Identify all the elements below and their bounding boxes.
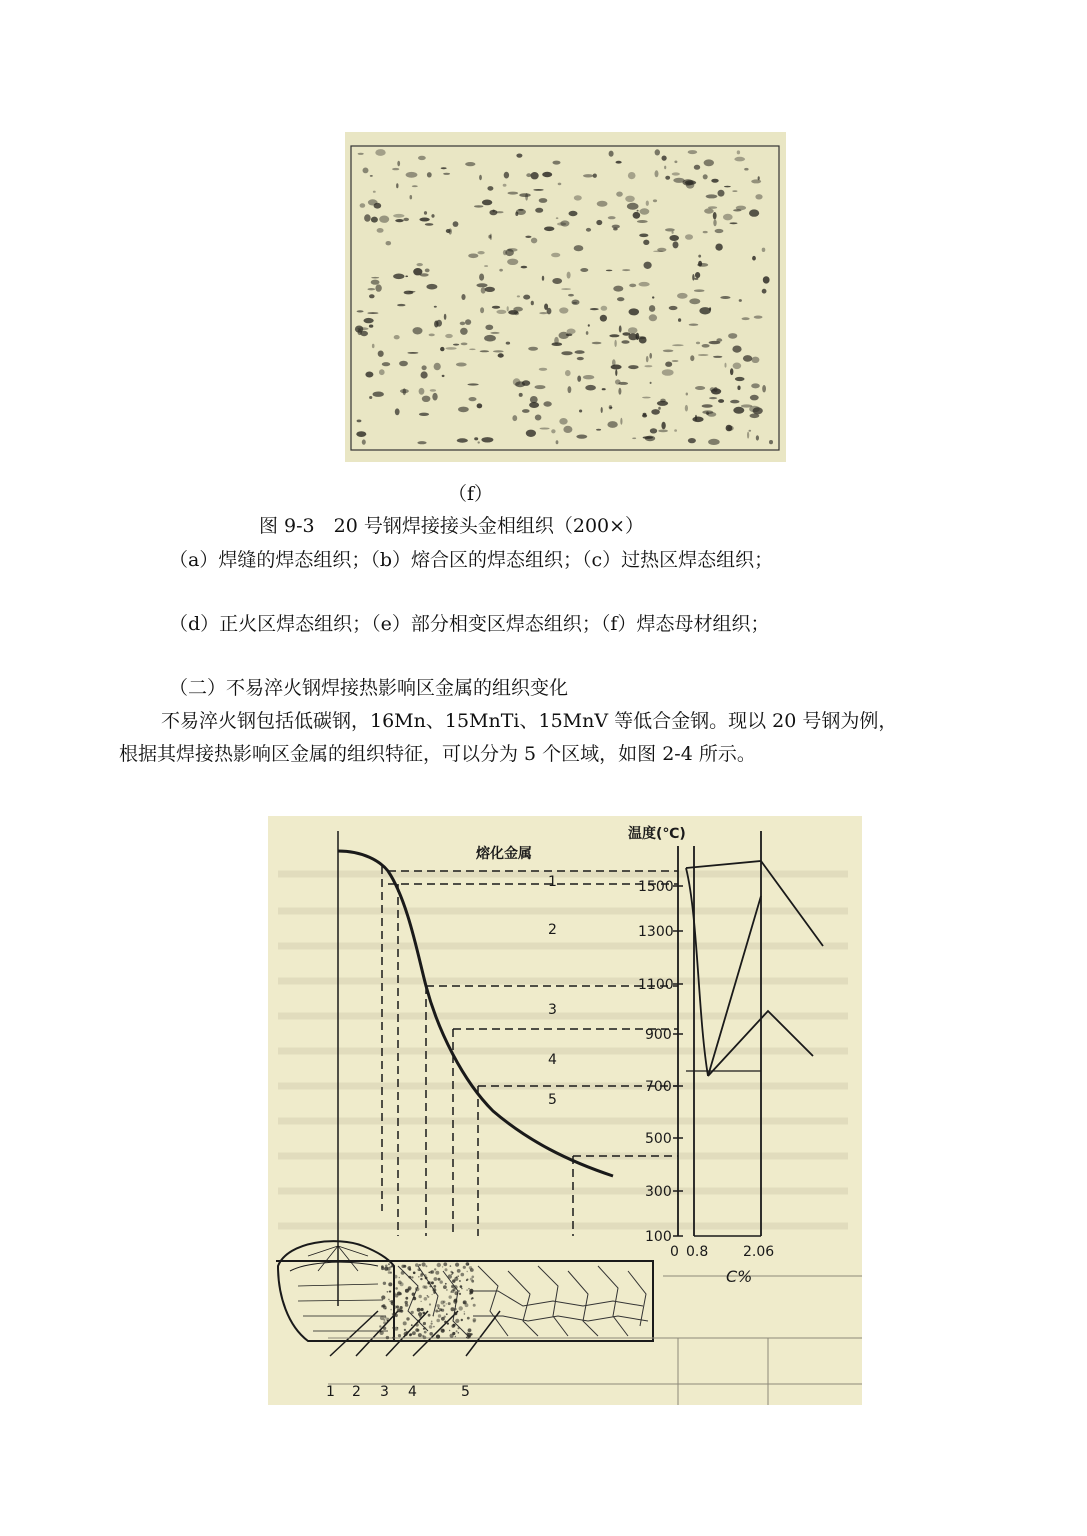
temperature-axis-label: 温度(℃) bbox=[628, 826, 686, 842]
bottom-label-3: 3 bbox=[380, 1384, 389, 1400]
zone-number-3: 3 bbox=[548, 1002, 557, 1018]
haz-diagram bbox=[268, 816, 862, 1405]
zone-number-4: 4 bbox=[548, 1052, 557, 1068]
molten-metal-label: 熔化金属 bbox=[476, 846, 532, 862]
temp-tick-1100: 1100 bbox=[638, 977, 674, 993]
temp-tick-100: 100 bbox=[645, 1229, 672, 1245]
zone-number-1: 1 bbox=[548, 874, 557, 890]
temp-tick-500: 500 bbox=[645, 1131, 672, 1147]
temp-tick-300: 300 bbox=[645, 1184, 672, 1200]
section-heading: （二）不易淬火钢焊接热影响区金属的组织变化 bbox=[169, 677, 569, 699]
temp-tick-1500: 1500 bbox=[638, 879, 674, 895]
temp-tick-1300: 1300 bbox=[638, 924, 674, 940]
figure-legend-line2: （d）正火区焊态组织；（e）部分相变区焊态组织；（f）焊态母材组织； bbox=[169, 613, 770, 635]
carbon-tick-0: 0 bbox=[670, 1244, 679, 1260]
figure-caption: 图 9-3 20 号钢焊接接头金相组织（200×） bbox=[259, 515, 645, 537]
carbon-tick-2-06: 2.06 bbox=[743, 1244, 775, 1260]
paragraph-line2: 根据其焊接热影响区金属的组织特征，可以分为 5 个区域，如图 2-4 所示。 bbox=[119, 743, 756, 765]
bottom-label-5: 5 bbox=[461, 1384, 470, 1400]
temp-tick-700: 700 bbox=[645, 1079, 672, 1095]
bottom-label-4: 4 bbox=[408, 1384, 417, 1400]
bottom-label-2: 2 bbox=[352, 1384, 361, 1400]
figure-sublabel: （f） bbox=[448, 483, 494, 505]
carbon-tick-0-8: 0.8 bbox=[686, 1244, 709, 1260]
zone-number-2: 2 bbox=[548, 922, 557, 938]
bottom-label-1: 1 bbox=[326, 1384, 335, 1400]
zone-number-5: 5 bbox=[548, 1092, 557, 1108]
paragraph-line1: 不易淬火钢包括低碳钢，16Mn、15MnTi、15MnV 等低合金钢。现以 20 号钢为例， bbox=[161, 710, 898, 732]
micrograph-image bbox=[345, 132, 786, 462]
carbon-axis-label: C% bbox=[726, 1267, 753, 1286]
temp-tick-900: 900 bbox=[645, 1027, 672, 1043]
figure-legend-line1: （a）焊缝的焊态组织；（b）熔合区的焊态组织；（c）过热区焊态组织； bbox=[169, 549, 774, 571]
